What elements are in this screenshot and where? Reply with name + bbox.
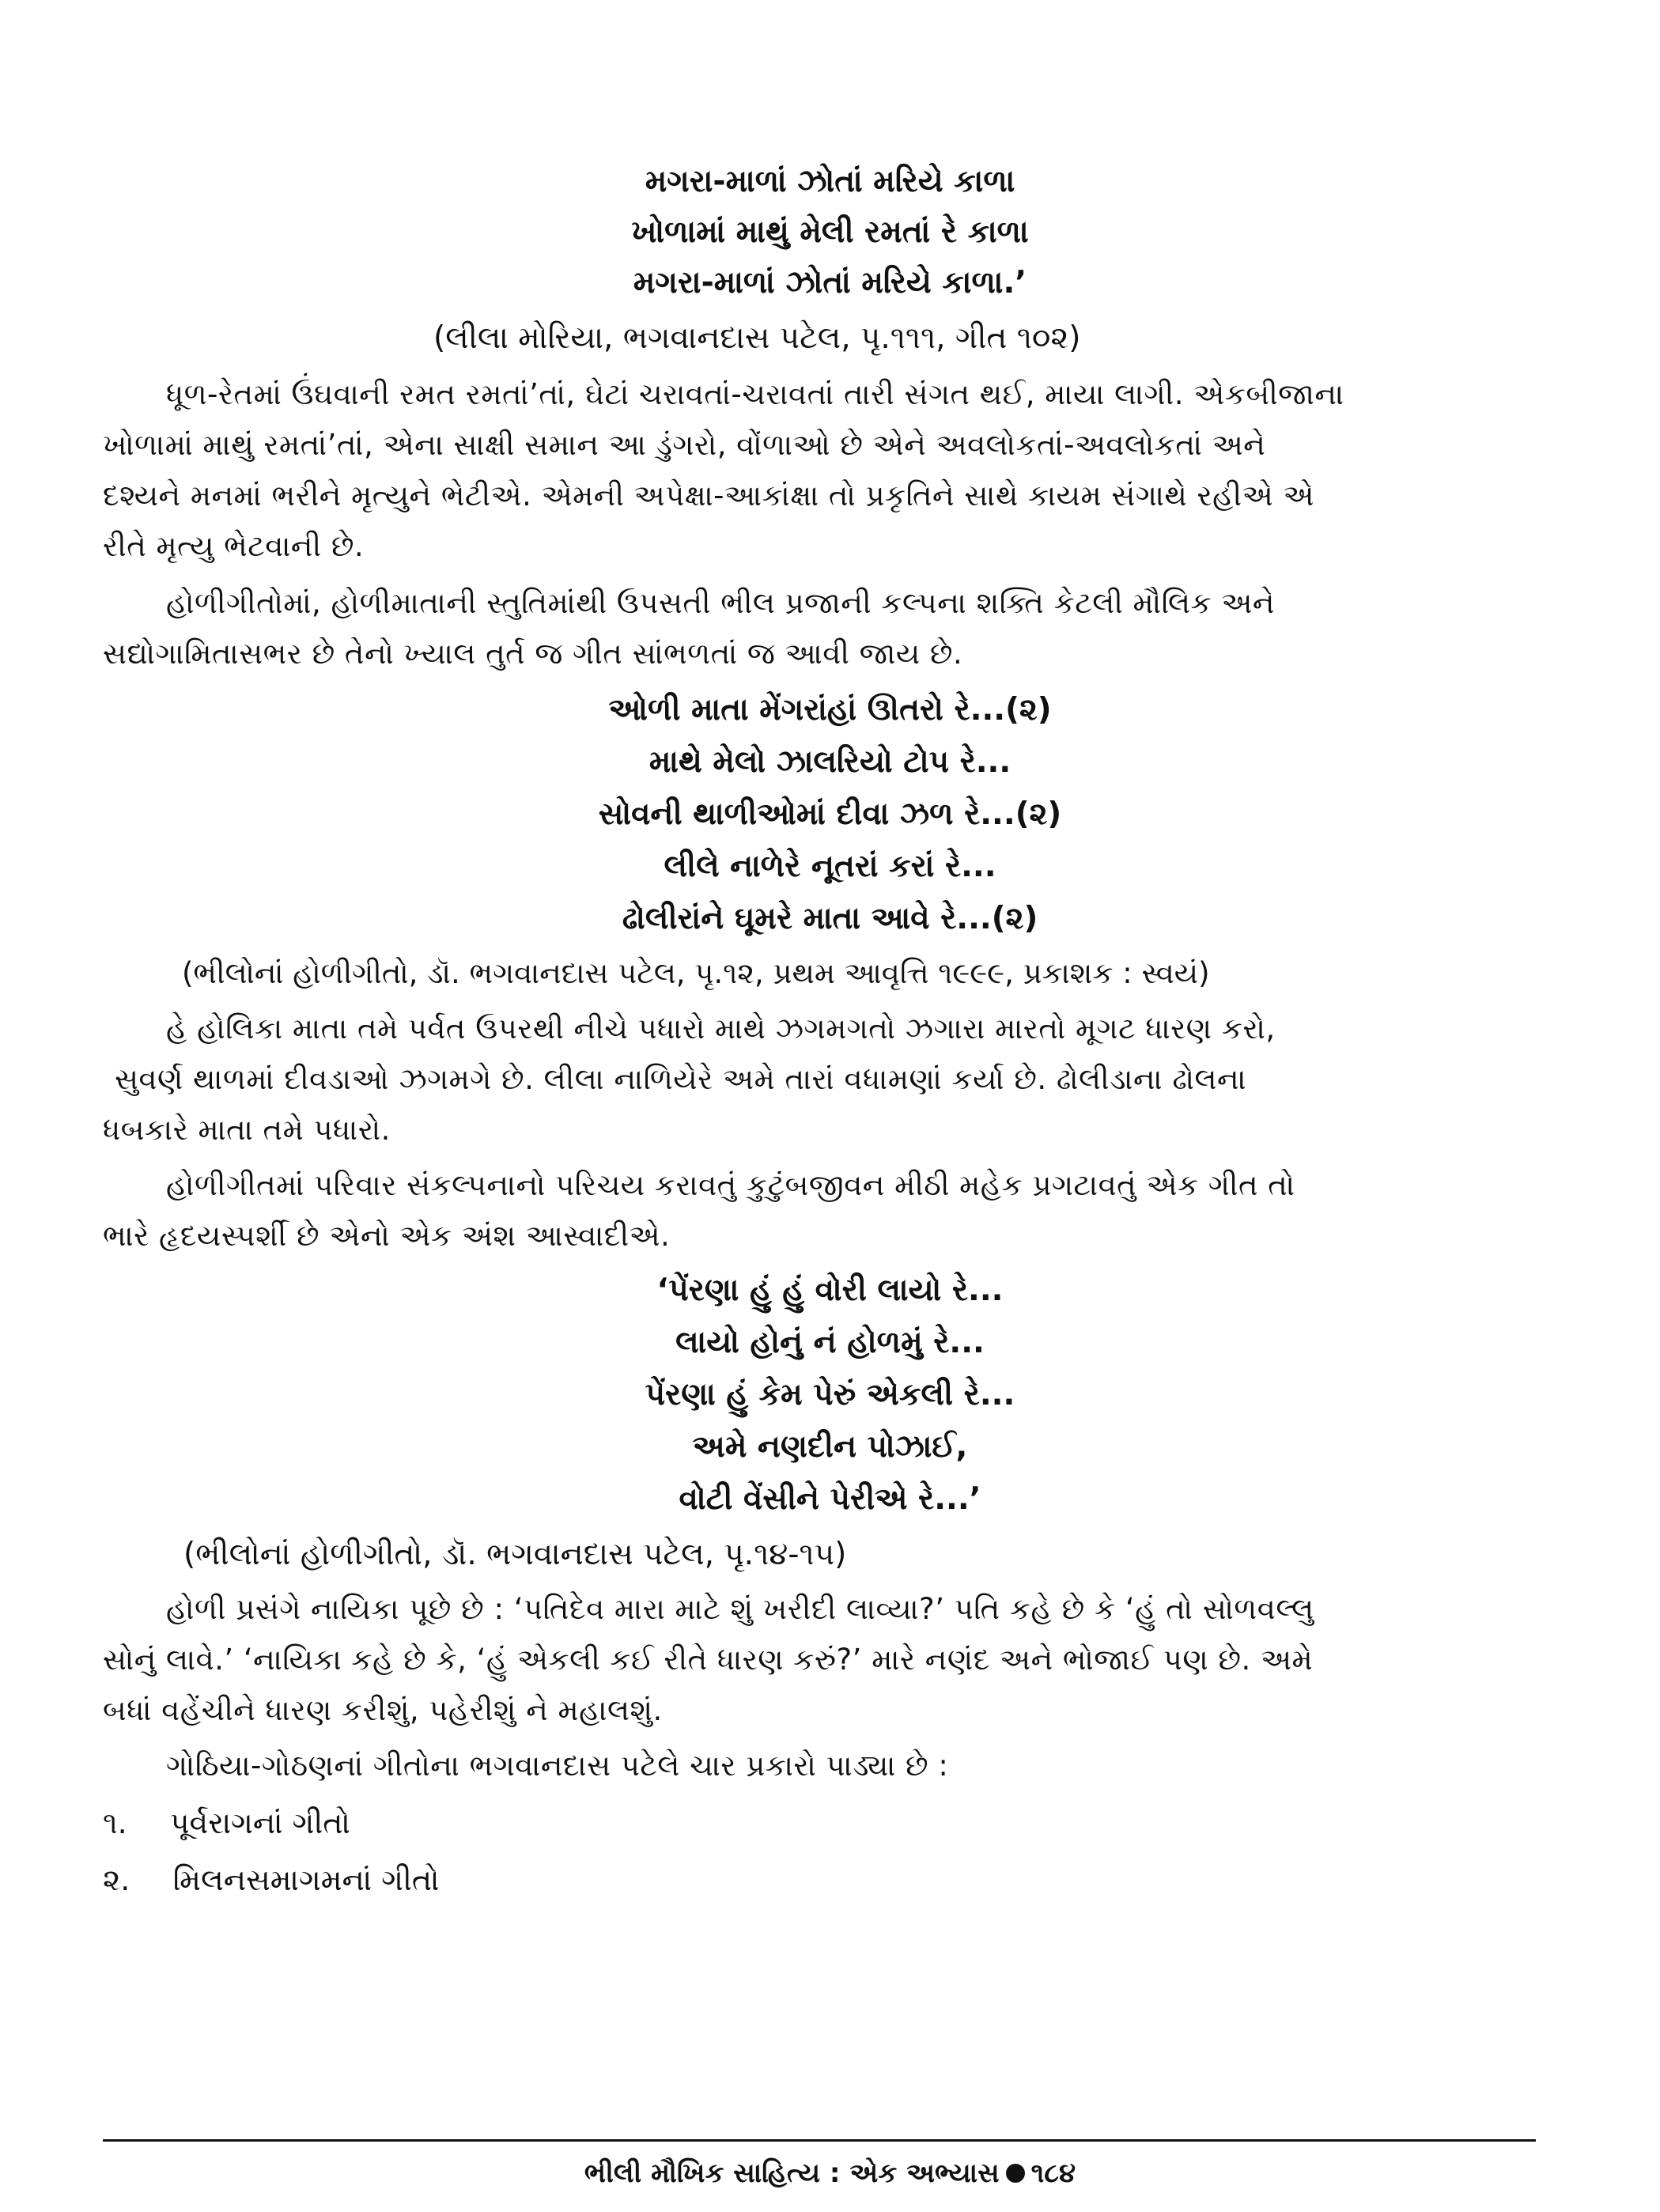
page-number: ૧૮૪	[1030, 2157, 1076, 2189]
paragraph-line: સુવર્ણ થાળમાં દીવડાઓ ઝગમગે છે. લીલા નાળિયેરે અમે તારાં વધામણાં કર્યા છે. ઢોલીડાના ઢોલના	[115, 1062, 1247, 1096]
citation: (ભીલોનાં હોળીગીતો, ડૉ. ભગવાનદાસ પટેલ, પૃ.૧૨, પ્રથમ આવૃત્તિ ૧૯૯૯, પ્રકાશક : સ્વયં)	[182, 956, 1210, 990]
paragraph-line: રીતે મૃત્યુ ભેટવાની છે.	[103, 529, 365, 563]
verse-line: ખોળામાં માથું મેલી રમતાં રે કાળા	[631, 214, 1029, 250]
paragraph-line: ધૂળ-રેતમાં ઉંઘવાની રમત રમતાં’તાં, ઘેટાં ચરાવતાં-ચરાવતાં તારી સંગત થઈ, માયા લાગી. એકબીજાના	[166, 377, 1344, 411]
verse-line: ઢોલીરાંને ઘૂમરે માતા આવે રે...(૨)	[622, 901, 1038, 936]
paragraph-line: સદ્યોગામિતાસભર છે તેનો ખ્યાલ તુર્ત જ ગીત સાંભળતાં જ આવી જાય છે.	[103, 637, 963, 671]
verse-line: મગરા-માળાં ઝોતાં મરિયે કાળા.’	[633, 265, 1027, 301]
footer-title: ભીલી મૌખિક સાહિત્ય : એક અભ્યાસ	[584, 2157, 1000, 2189]
paragraph-line: દશ્યને મનમાં ભરીને મૃત્યુને ભેટીએ. એમની અપેક્ષા-આકાંક્ષા તો પ્રકૃતિને સાથે કાયમ સંગાથે રહીએ એ	[103, 478, 1314, 512]
verse-line: લીલે નાળેરે નૂતરાં કરાં રે...	[664, 849, 996, 884]
citation: (લીલા મોરિયા, ભગવાનદાસ પટેલ, પૃ.૧૧૧, ગીત ૧૦૨)	[433, 320, 1081, 356]
list-item-text: પૂર્વરાગનાં ગીતો	[169, 1806, 350, 1840]
bullet-icon	[1006, 2164, 1025, 2183]
verse-line: સોવની થાળીઓમાં દીવા ઝળ રે...(૨)	[598, 796, 1062, 832]
paragraph-line: ગોઠિયા-ગોઠણનાં ગીતોના ભગવાનદાસ પટેલે ચાર પ્રકારો પાડ્યા છે :	[166, 1749, 949, 1783]
paragraph-line: સોનું લાવે.’ ‘નાયિકા કહે છે કે, ‘હું એકલી કઈ રીતે ધારણ કરું?’ મારે નણંદ અને ભોજાઈ પણ છે. અમે	[103, 1643, 1314, 1677]
list-item-number: ૧.	[103, 1806, 127, 1840]
verse-line: ‘પેંરણા હું હું વોરી લાયો રે...	[656, 1272, 1004, 1308]
verse-line: લાયો હોનું નં હોળમું રે...	[675, 1325, 985, 1360]
verse-line: મગરા-માળાં ઝોતાં મરિયે કાળા	[645, 164, 1015, 199]
paragraph-line: હોળીગીતમાં પરિવાર સંકલ્પનાનો પરિચય કરાવતું કુટુંબજીવન મીઠી મહેક પ્રગટાવતું એક ગીત તો	[166, 1168, 1295, 1202]
verse-line: ઓળી માતા મેંગરાંહાં ઊતરો રે...(૨)	[608, 692, 1052, 728]
paragraph-line: બધાં વહેંચીને ધારણ કરીશું, પહેરીશું ને મહાલશું.	[103, 1693, 663, 1727]
verse-line: માથે મેલો ઝાલરિયો ટોપ રે...	[648, 744, 1012, 780]
paragraph-line: ભારે હૃદયસ્પર્શી છે એનો એક અંશ આસ્વાદીએ.	[103, 1219, 671, 1253]
paragraph-line: હોળી પ્રસંગે નાયિકા પૂછે છે : ‘પતિદેવ મારા માટે શું ખરીદી લાવ્યા?’ પતિ કહે છે કે ‘હું તો સોળવલ્લુ	[166, 1592, 1314, 1626]
verse-line: અમે નણદીન પોઝાઈ,	[692, 1429, 968, 1465]
page-footer	[0, 2157, 1660, 2189]
verse-line: વોટી વેંસીને પેરીએ રે...’	[679, 1481, 981, 1517]
paragraph-line: ખોળામાં માથું રમતાં’તાં, એના સાક્ષી સમાન આ ડુંગરો, વોંળાઓ છે એને અવલોકતાં-અવલોકતાં અને	[103, 428, 1266, 462]
paragraph-line: ધબકારે માતા તમે પધારો.	[103, 1113, 391, 1147]
list-item	[103, 1808, 350, 1838]
list-item	[103, 1862, 440, 1897]
citation: (ભીલોનાં હોળીગીતો, ડૉ. ભગવાનદાસ પટેલ, પૃ.૧૪-૧૫)	[183, 1537, 847, 1572]
paragraph-line: હે હોલિકા માતા તમે પર્વત ઉપરથી નીચે પધારો માથે ઝગમગતો ઝગારા મારતો મૂગટ ધારણ કરો,	[166, 1011, 1276, 1046]
list-item-text: મિલનસમાગમનાં ગીતો	[172, 1862, 440, 1897]
verse-line: પેંરણા હું કેમ પેરું એકલી રે...	[645, 1377, 1015, 1412]
paragraph-line: હોળીગીતોમાં, હોળીમાતાની સ્તુતિમાંથી ઉપસતી ભીલ પ્રજાની કલ્પના શક્તિ કેટલી મૌલિક અને	[166, 586, 1275, 620]
footer-rule	[103, 2139, 1536, 2142]
list-item-number: ૨.	[103, 1862, 130, 1897]
